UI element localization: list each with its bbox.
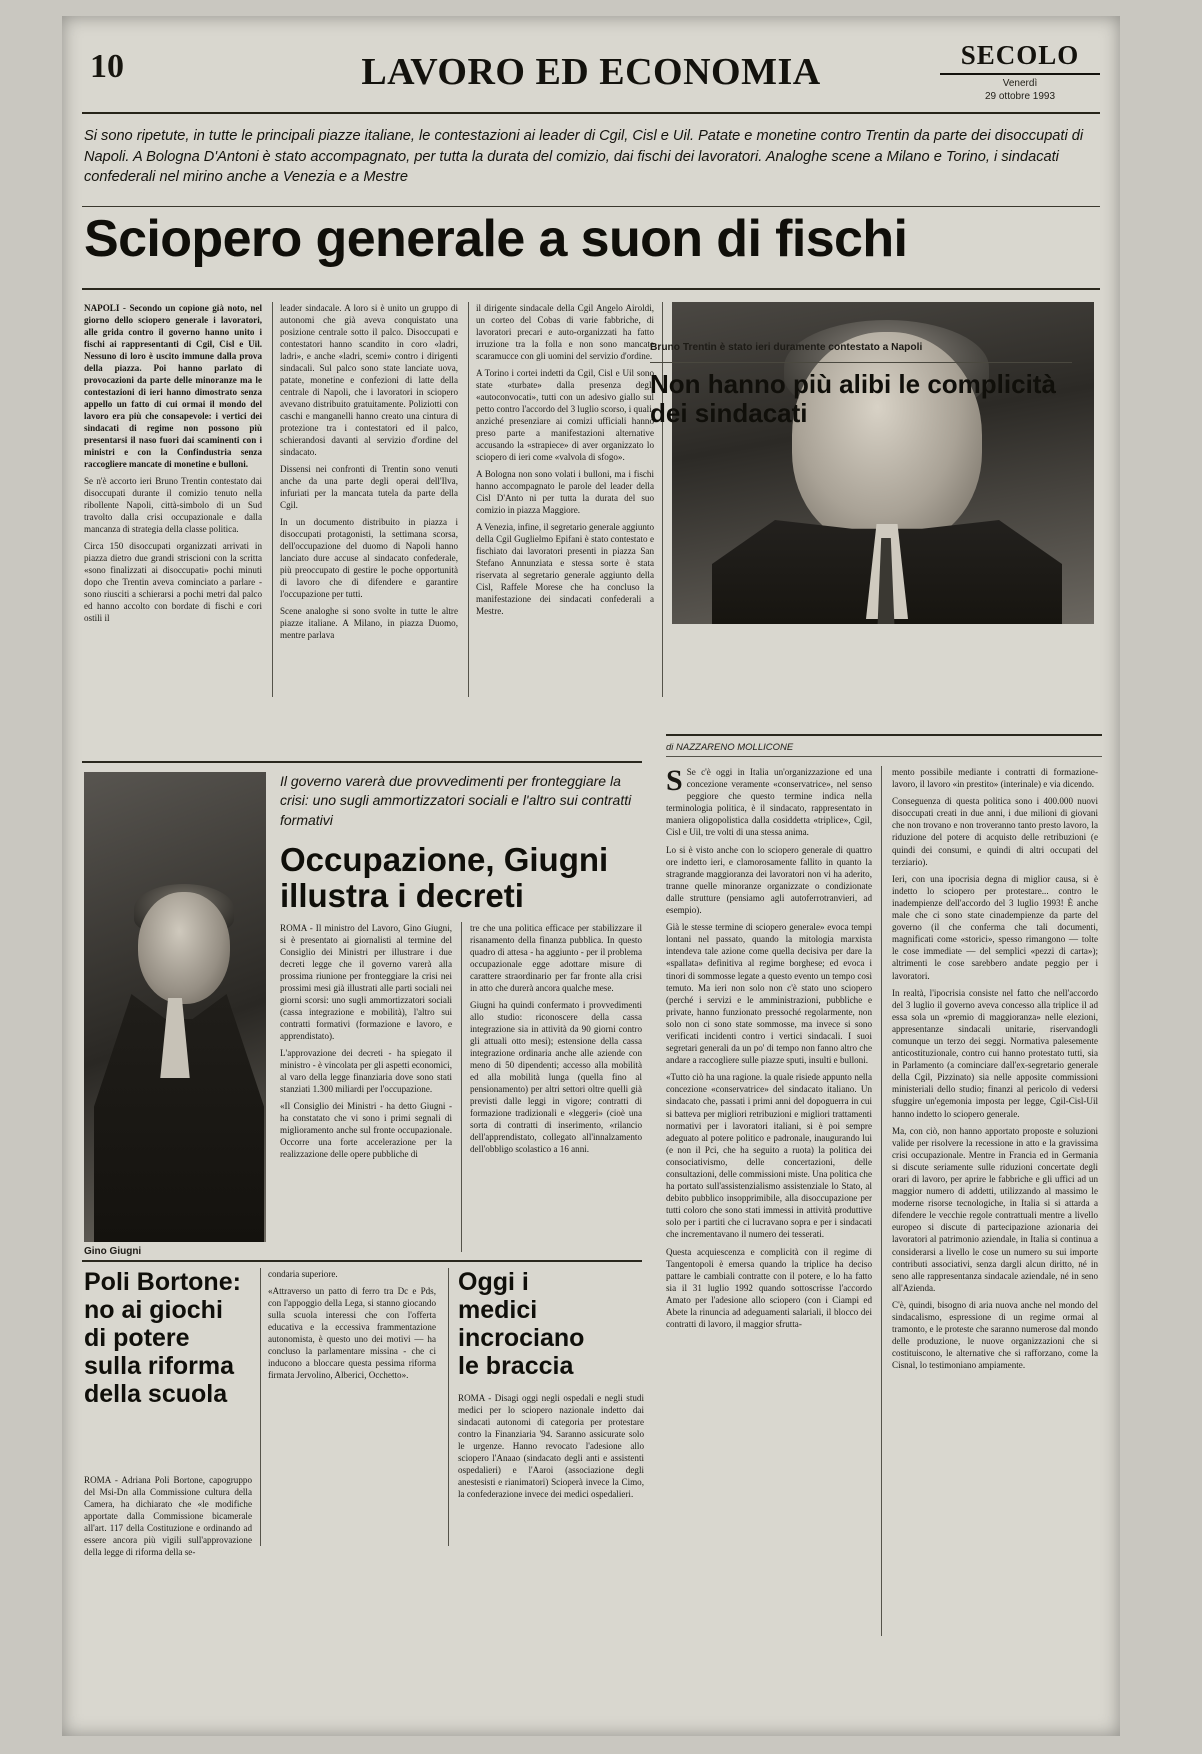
rule-mid-left [82, 761, 642, 763]
photo-caption-giugni: Gino Giugni [84, 1246, 142, 1257]
photo-detail [138, 892, 230, 1004]
editorial-headline: Non hanno più alibi le complicità dei sindacati [650, 369, 1056, 429]
paragraph: A Bologna non sono volati i bulloni, ma i fischi hanno accompagnato le parole del leader della Cisl D'Anto ni per tutta la durata del suo comizio in piazza Maggiore. [476, 469, 654, 515]
photo-gino-giugni [84, 772, 266, 1242]
main-headline: Sciopero generale a suon di fischi [84, 210, 908, 268]
page-folio: 10 [90, 48, 124, 85]
column-divider [881, 766, 882, 1636]
paragraph: mento possibile mediante i contratti di formazione-lavoro, il lavoro «in prestito» (interinale) e via dicendo. [892, 767, 1098, 790]
main-column-2 [280, 302, 458, 646]
paragraph: Ma, con ciò, non hanno apportato proposte e soluzioni valide per risolvere la recessione in atto e la gravissima crisi occupazionale. Mentre in Francia ed in Germania si discute seriamente sulle riduzioni concertate degli orari di lavoro, per aprire le fabbriche e gli uffici ad un maggior numero di addetti, utilizzando al massimo le moderne risorse tecnologiche, in Italia si si attarda a difendere le vecchie regole contrattuali mentre a livello europeo si discute di partecipazione azionaria dei lavoratori al patrimonio aziendale, in Italia si continua a considerarsi a livello le cose un numero su sui importe contributi associativi, senza dargli alcun diritto, né in seno alle rappresentanza sindacale aziendale, né in seno all'Azienda. [892, 1125, 1098, 1293]
editorial-byline: di NAZZARENO MOLLICONE [666, 742, 1102, 757]
rule-under-masthead [82, 112, 1100, 114]
column-divider [272, 302, 273, 697]
paragraph: A Torino i cortei indetti da Cgil, Cisl e Uil sono state «turbate» dalla presenza degli «autoconvocati», tutti con un adesivo giallo sul petto contro l'accordo del 3 luglio scorso, i quali, anziché presenziare ai comizi ufficiali hanno preso parte a manifestazioni alternative accusando la «strapiece» di aver organizzato lo sciopero di ieri come «valvola di sfogo». [476, 368, 654, 462]
logo-date-text: 29 ottobre 1993 [984, 90, 1056, 102]
paragraph: Se n'è accorto ieri Bruno Trentin contestato dai disoccupati durante il comizio tenuto nella ribollente Napoli, città-simbolo di un Sud travolto dalla crisi occupazionale e dalla mancanza di strategia della classe politica. [84, 476, 262, 534]
paragraph: tre che una politica efficace per stabilizzare il risanamento della finanza pubblica. In questo quadro di attesa - ha aggiunto - per il problema occupazionale egge adottare misure di carattere straordinario per far fronte alla crisi in atto che durerà ancora qualche mese. [470, 923, 642, 993]
poli-bortone-body: ROMA - Adriana Poli Bortone, capogruppo del Msi-Dn alla Commissione cultura della Camera, ha dichiarato che «le modifiche apportate dalla Commissione bicamerale all'art. 117 della Costituzione e ordinando ad essere ancora più vigili sull'approvazione della legge di riforma della se- [84, 1475, 252, 1557]
paragraph: Lo si è visto anche con lo sciopero generale di quattro ore indetto ieri, e clamorosamente fallito in quanto la stragrande maggioranza dei lavoratori non vi ha aderito, tranne quelle minoranze organizzate o condizionate dalle strutture (pensiamo agli autoferrotranvieri, ad esempio). [666, 844, 872, 916]
column-divider [461, 922, 462, 1252]
paragraph: Ieri, con una ipocrisia degna di miglior causa, si è indetto lo sciopero per protestare... contro le inadempienze dell'accordo del 3 luglio 1993! È anche male che ci sono state cinadempienze da parte del governo (il che conferma che tali documenti, magnificati come «storici», spesso rimangono — tolte le cose immediate — del semplici «pezzi di carta»); altrimenti le cose sarebbero andate peggio per i lavoratori. [892, 873, 1098, 981]
second-article [84, 772, 642, 1257]
rule-mid-right [666, 734, 1102, 736]
rule-under-kicker [82, 206, 1100, 207]
second-article-kicker: Il governo varerà due provvedimenti per fronteggiare la crisi: uno sugli ammortizzatori sociali e l'altro sui contratti formativi [280, 773, 632, 828]
paragraph: leader sindacale. A loro si è unito un gruppo di autonomi che già aveva conquistato una posizione centrale sotto il palco. Disoccupati e contestatori hanno scandito in coro «ladri, ladri», e anche «ladri, scemi» contro i dirigenti sindacali. Sul palco sono state lanciate uova, patate, monetine e confezioni di latte della centrale di Napoli, che i lavoratori in sciopero avevano distribuito gratuitamente. Poliziotti con caschi e manganelli hanno creato una cintura di protezione tra i contestatori ed il palco, schierandosi davanti al servizio d'ordine del sindacato. [280, 303, 458, 457]
paragraph-text: Se c'è oggi in Italia un'organizzazione ed una concezione veramente «conservatrice», nel senso peggiore che questo termine indica nella terminologia politica, è il sindacato, rappresentato in maniera oligopolistica dalla cosiddetta «triplice», Cgil, Cisl e Uil, tre volti di una stessa anima. [666, 767, 872, 838]
article-kicker: Si sono ripetute, in tutte le principali piazze italiane, le contestazioni ai leader di Cgil, Cisl e Uil. Patate e monetine contro Trentin da parte dei disoccupati di Napoli. A Bologna D'Antoni è stato accompagnato, per tutta la durata del comizio, dai fischi dei lavoratori. Analoghe scene a Milano e Torino, i sindacati confederali nel mirino anche a Venezia e a Mestre [84, 128, 1084, 186]
drop-cap: S [666, 764, 683, 797]
paragraph: «Attraverso un patto di ferro tra Dc e Pds, con l'appoggio della Lega, si stanno giocando sulla scuola interessi che con l'offerta educativa e la eccessiva frammentazione autonomista, è questo uno dei motivi — ha concluso la parlamentare missina - che ci inducono a bloccare questa pessima riforma firmata Jervolino, Alberici, Occhetto». [268, 1286, 436, 1380]
paragraph: Scene analoghe si sono svolte in tutte le altre piazze italiane. A Milano, in piazza Duomo, mentre parlava [280, 606, 458, 640]
poli-bortone-headline: Poli Bortone: no ai giochi di potere sulla riforma della scuola [84, 1268, 241, 1408]
section-title: LAVORO ED ECONOMIA [361, 51, 821, 93]
paragraph: NAPOLI - Secondo un copione già noto, nel giorno dello sciopero generale i lavoratori, alle grida contro il governo hanno unito i fischi ai rappresentanti di Cgil, Cisl e Uil. Nessuno di loro è uscito immune dalla prova della piazza. Poi hanno parlato di provocazioni da parte delle minoranze ma le contestazioni di ieri hanno dimostrato senza appello un fatto di cui ormai il mondo del lavoro era più che consapevole: i vertici dei sindacati di regime non possono più presentarsi il naso fuori dai scaminenti con i ministri e con la Confindustria senza raccogliere mancate di monetine e bulloni. [84, 303, 262, 469]
paragraph: Questa acquiescenza e complicità con il regime di Tangentopoli è emersa quando la triplice ha deciso pattare le cambiali contratte con il potere, e lo ha fatto sia il 31 luglio 1992 quando sottoscrisse l'accordo Amato per l'adesione allo sciopero (con i Ciampi ed Abete la rinuncia ad adeguamenti salariali, il blocco dei contratti di lavoro, il maggior sfrutta- [666, 1246, 872, 1330]
oggi-medici-body [458, 1392, 644, 1500]
paragraph: L'approvazione dei decreti - ha spiegato il ministro - è vincolata per gli aspetti economici, al varo della legge finanziaria dove sono stati stanziati 1.300 miliardi per l'occupazione. [280, 1048, 452, 1094]
editorial-block [666, 742, 1102, 1371]
paragraph: «Il Consiglio dei Ministri - ha detto Giugni - ha constatato che vi sono i primi segnali di miglioramento anche sul fronte occupazionale. Occorre una forte accelerazione per la realizzazione delle opere pubbliche di [280, 1101, 452, 1159]
logo-date [940, 78, 1100, 103]
paragraph: condaria superiore. [268, 1269, 338, 1279]
bottom-left-articles [84, 1268, 644, 1557]
paragraph: ROMA - Disagi oggi negli ospedali e negli studi medici per lo sciopero nazionale indetto dai sindacati autonomi di categoria per protestare contro la Finanziaria '94. Saranno assicurate solo le urgenze. Hanno revocato l'adesione allo sciopero l'Anaao (sindacato degli anti e assistenti ospedalieri) e l'Aaroi (associazione degli anestesisti e rianimatori) Scioperà invece la Cimo, la confederazione invece dei medici ospedalieri. [458, 1393, 644, 1499]
masthead [82, 34, 1100, 106]
logo-day: Venerdì [1002, 78, 1038, 89]
oggi-medici-article [458, 1268, 644, 1505]
poli-bortone-column-2 [268, 1268, 436, 1386]
photo-caption: Bruno Trentin è stato ieri duramente contestato a Napoli [650, 342, 923, 353]
rule-bottom-left [82, 1260, 642, 1262]
paragraph: In realtà, l'ipocrisia consiste nel fatto che nell'accordo del 3 luglio il governo aveva concesso alla triplice il ad essa sola un «premio di maggioranza» nelle elezioni, appresentanze sindacali unitarie, riservandogli comunque un terzo dei seggi. Normativa palesemente anticostituzionale, contro cui hanno protestato tutti, sia in Parlamento (a cominciare dall'ex-segretario generale della Cgil, Pizzinato) sia nelle apposite commissioni ministeriali dello studio; finanzi al pericolo di vedersi sfuggire un'egemonia imposta per legge, Cgil-Cisl-Uil hanno indetto lo sciopero generale. [892, 987, 1098, 1119]
logo-name: SECOLO [940, 40, 1100, 75]
paragraph [666, 766, 872, 839]
oggi-medici-headline: Oggi i medici incrociano le braccia [458, 1268, 585, 1380]
rule-under-headline [82, 288, 1100, 290]
paper-sheet [62, 16, 1120, 1736]
editorial-column-2 [892, 766, 1098, 1377]
newspaper-logo [940, 40, 1100, 103]
paragraph: C'è, quindi, bisogno di aria nuova anche nel mondo del sindacalismo, espressione di un regime ormai al tramonto, e le proteste che saranno numerose dal mondo delle produzione, le nuove organizzazioni che si costituiscono, le alternative che si rafforzano, come la Cisnal, lo testimoniano ampiamente. [892, 1299, 1098, 1371]
paragraph: Già le stesse termine di sciopero generale» evoca tempi lontani nel passato, quando la mitologia marxista intendeva tale azione come quella decisiva per dare la «spallata» definitiva al regime borghese; ed evoca i tinori di sommosse legate a questo evento un tempo così temuto. Ma ieri non solo non c'è stato uno sciopero (perché i servizi e le amministrazioni, pubbliche e private, hanno funzionato pressoché regolarmente, non solo non ci sono state sommosse, ma invece si sono verificati incidenti contro i vertici sindacali. I suoi segretari generali da un po' di tempo non fanno altro che andare a raccogliere sulle piazze sputi, insulti e bulloni. [666, 922, 872, 1066]
paragraph: A Venezia, infine, il segretario generale aggiunto della Cgil Guglielmo Epifani è stato contestato e fischiato dai lavoratori presenti in piazza San Stefano Annunziata e stessa sorte è stata riservata al segretario generale aggiunto della Cisl, Raffele Morese che ha concluso la manifestazione dei sindacati confederali a Mestre. [476, 522, 654, 616]
paragraph: Conseguenza di questa politica sono i 400.000 nuovi disoccupati creati in due anni, i due milioni di giovani che non trovano e non troveranno tanto presto lavoro, la riduzione del potere di acquisto delle retribuzioni (e quindi dei consumi, e quindi di altri occupati del terziario). [892, 796, 1098, 867]
rule-under-caption [650, 362, 1072, 363]
paragraph: Dissensi nei confronti di Trentin sono venuti anche da una parte degli operai dell'Ilva, infuriati per la mancata tutela da parte della Cgil. [280, 464, 458, 510]
main-column-3 [476, 302, 654, 622]
second-article-column-1 [280, 922, 452, 1165]
editorial-column-1 [666, 766, 872, 1335]
paragraph: ROMA - Il ministro del Lavoro, Gino Giugni, si è presentato ai giornalisti al termine del Consiglio dei Ministri per illustrare i due decreti legge che il governo varerà alla prossima riunione per fronteggiare la crisi nei prossimi mesi già illustrati alle parti sociali nei giorni scorsi: uno sugli ammortizzatori sociali (cassa integrazione e mobilità), l'altro sui contratti formativi (formazione e lavoro, e apprendistato). [280, 923, 452, 1041]
photo-detail [792, 332, 982, 547]
paragraph: Circa 150 disoccupati organizzati arrivati in piazza dietro due grandi striscioni con la scritta «sono finalizzati ai disoccupati» pochi minuti dopo che Trentin aveva cominciato a parlare - sono riusciti a schierarsi a pochi metri dal palco ed hanno accolto con bordate di fischi e cori ostili il [84, 541, 262, 623]
second-article-column-2 [470, 922, 642, 1160]
main-column-1 [84, 302, 262, 629]
paragraph: il dirigente sindacale della Cgil Angelo Airoldi, un corteo del Cobas di varie fabbriche, di lavoratori precari e auto-organizzati ha fatto irruzione tra la folla e non sono mancate scaramucce con gli uomini del servizio d'ordine. [476, 303, 654, 361]
paragraph: In un documento distribuito in piazza i disoccupati protagonisti, la settimana scorsa, dell'occupazione del duomo di Napoli hanno lanciato dure accuse al sindacato confederale, più preoccupato di gestire le poche opportunità di lavoro che di difendere e garantire l'occupazione per tutti. [280, 517, 458, 599]
paragraph: «Tutto ciò ha una ragione. la quale risiede appunto nella concezione «conservatrice» del sindacato italiano. Un sindacato che, passati i primi anni del dopoguerra in cui si batteva per migliori retribuzioni e migliori trattamenti normativi per i lavoratori italiani, si è poi sempre adeguato al potere politico e padronale, inaugurando lui (e non il Pci, che ha seguito a ruota) la politica dei consociativismo, delle concertazioni, delle consultazioni, delle commissioni miste. Una politica che ha portato sull'assistenzialismo assistenziale lo Stato, al debito pubblico insopprimibile, alla disoccupazione per tutti coloro che sono stati immessi in attività produttive solo per i partiti che ci lucravano sopra e per i sindacati che incrementavano il numero dei tesserati. [666, 1072, 872, 1240]
paragraph: Giugni ha quindi confermato i provvedimenti allo studio: riconoscere della cassa integrazione sia in attività da 90 giorni contro gli attuali otto mesi); estensione della cassa integrazione ordinaria anche alle aziende con meno di 50 dipendenti; accesso alla mobilità ed alla mobilità lunga (quella fino al pensionamento) per altri settori oltre quelli già previsti dalle leggi in vigore; contratti di formazione tradizionali e «leggeri» (cioè una sorta di contratti di inserimento, «rilancio dell'apprendistato, collegato all'innalzamento dell'obbligo scolastico a 16 anni. [470, 1000, 642, 1154]
column-divider [448, 1268, 449, 1546]
column-divider [260, 1268, 261, 1546]
second-article-headline: Occupazione, Giugni illustra i decreti [280, 840, 609, 914]
column-divider [468, 302, 469, 697]
